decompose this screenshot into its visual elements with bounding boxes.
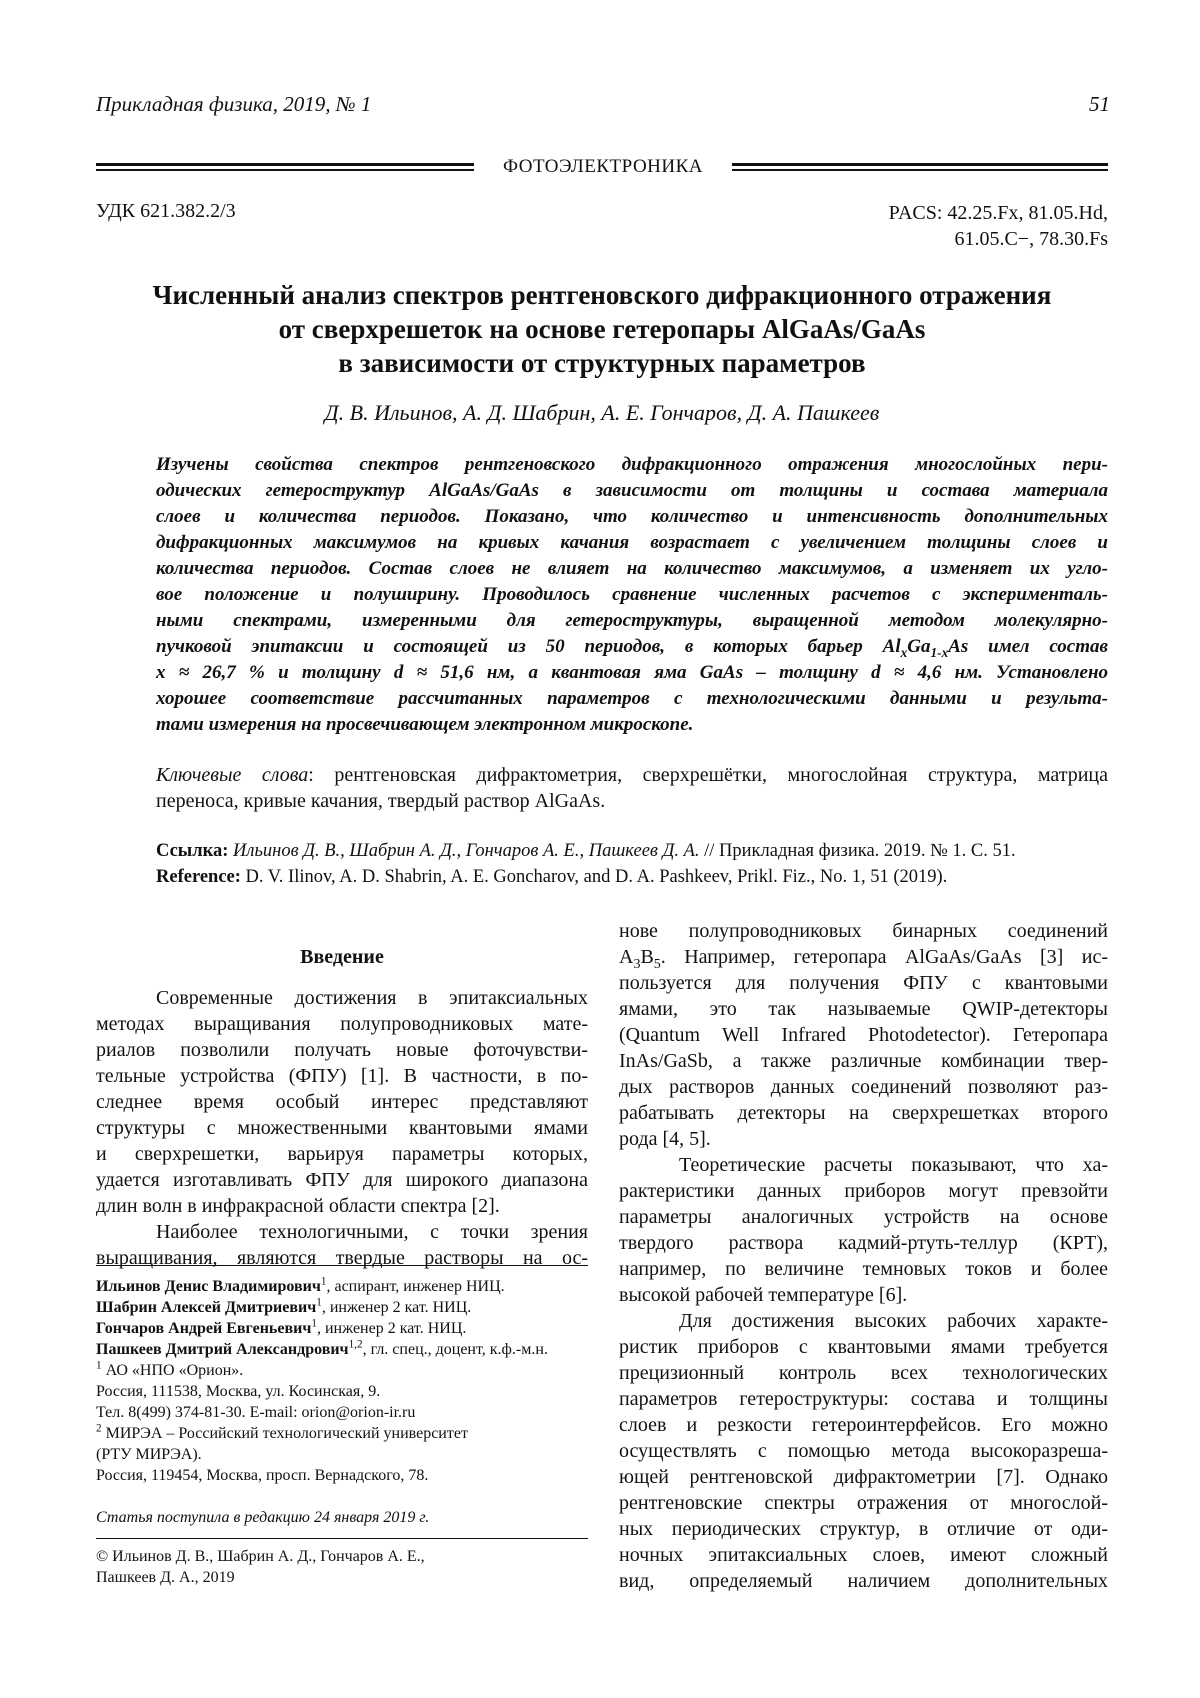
abstract-line: вое положение и полуширину. Проводилось сравнение численных расчетов с эксперименталь- — [156, 582, 1108, 608]
copyright-line-1: © Ильинов Д. В., Шабрин А. Д., Гончаров А. Е., — [96, 1546, 588, 1567]
keywords — [156, 762, 1108, 814]
paragraph-line: параметров гетероструктуры: состава и толщины — [619, 1386, 1108, 1412]
paragraph-line: прецизионный контроль всех технологических — [619, 1360, 1108, 1386]
subscript: 5 — [654, 957, 661, 972]
paragraph-line: удается изготавливать ФПУ для широкого диапазона — [96, 1167, 588, 1193]
abstract-line — [156, 634, 1108, 660]
paragraph-line: например, по величине темновых токов и более — [619, 1256, 1108, 1282]
subscript: 1-x — [931, 645, 949, 660]
paragraph-line: рентгеновские спектры отражения от многослой- — [619, 1490, 1108, 1516]
paragraph-line: Наиболее технологичными, с точки зрения — [96, 1219, 588, 1245]
citation-ru-source: // Прикладная физика. 2019. № 1. С. 51. — [700, 841, 1016, 861]
affiliation-mark: 1 — [96, 1360, 102, 1372]
abstract-text: пучковой эпитаксии и состоящей из 50 периодов, в которых барьер Al — [156, 636, 901, 657]
paragraph-line: пользуется для получения ФПУ с квантовыми — [619, 970, 1108, 996]
affiliation-mark: 1 — [316, 1297, 322, 1309]
affiliation-name: МИРЭА – Российский технологический университет — [102, 1425, 468, 1442]
copyright-line-2: Пашкеев Д. А., 2019 — [96, 1567, 588, 1588]
section-rule-left-bottom — [96, 169, 474, 171]
keywords-line-2: переноса, кривые качания, твердый раствор AlGaAs. — [156, 788, 1108, 814]
citation-ru-label: Ссылка: — [156, 841, 228, 861]
author-info — [96, 1318, 588, 1339]
subscript: x — [901, 645, 908, 660]
paragraph-line: рактеристики данных приборов могут превзойти — [619, 1178, 1108, 1204]
author-name: Пашкеев Дмитрий Александрович — [96, 1341, 349, 1358]
abstract-line: дифракционных максимумов на кривых качания возрастает с увеличением толщины слоев и — [156, 530, 1108, 556]
author-info — [96, 1276, 588, 1297]
pacs-codes — [889, 200, 1108, 252]
intro-right-column — [619, 918, 1108, 1594]
author-role: , аспирант, инженер НИЦ. — [326, 1278, 504, 1295]
abstract-line: ными спектрами, измеренными для гетероструктуры, выращенной методом молекулярно- — [156, 608, 1108, 634]
author-role: , гл. спец., доцент, к.ф.-м.н. — [363, 1341, 548, 1358]
affiliation-mark: 1,2 — [349, 1339, 363, 1351]
author-role: , инженер 2 кат. НИЦ. — [317, 1320, 466, 1337]
section-rule-right-top — [732, 163, 1108, 166]
keywords-label: Ключевые слова — [156, 764, 308, 786]
abstract-line: Изучены свойства спектров рентгеновского дифракционного отражения многослойных пери- — [156, 452, 1108, 478]
affiliation — [96, 1423, 588, 1444]
copyright — [96, 1546, 588, 1588]
paragraph-line: твердого раствора кадмий-ртуть-теллур (КРТ), — [619, 1230, 1108, 1256]
paragraph-line: структуры с множественными квантовыми ямами — [96, 1115, 588, 1141]
intro-heading: Введение — [96, 944, 588, 970]
article-title — [96, 278, 1108, 380]
citation-block — [156, 838, 1108, 890]
paragraph-line: ющей рентгеновской дифрактометрии [7]. Однако — [619, 1464, 1108, 1490]
paragraph-line: (Quantum Well Infrared Photodetector). Гетеропара — [619, 1022, 1108, 1048]
abstract-line: хорошее соответствие рассчитанных параметров с технологическими данными и результа- — [156, 686, 1108, 712]
paragraph-line: выращивания, являются твердые растворы на ос- — [96, 1245, 588, 1271]
affiliation-address: Россия, 111538, Москва, ул. Косинская, 9. — [96, 1381, 588, 1402]
paragraph-line: нове полупроводниковых бинарных соединений — [619, 918, 1108, 944]
author-name: Гончаров Андрей Евгеньевич — [96, 1320, 311, 1337]
abstract-text: As имел состав — [948, 636, 1108, 657]
section-rule-right-bottom — [732, 169, 1108, 171]
paragraph-line: слоев и резкости гетероинтерфейсов. Его можно — [619, 1412, 1108, 1438]
author-info — [96, 1297, 588, 1318]
affiliation — [96, 1360, 588, 1381]
paragraph-line: высокой рабочей температуре [6]. — [619, 1282, 1108, 1308]
paragraph-line — [619, 944, 1108, 970]
affiliation-mark: 1 — [311, 1318, 317, 1330]
paragraph-line: Для достижения высоких рабочих характе- — [619, 1308, 1108, 1334]
author-list: Д. В. Ильинов, А. Д. Шабрин, А. Е. Гончаров, Д. А. Пашкеев — [96, 400, 1108, 426]
paragraph-line: ночных эпитаксиальных слоев, имеют сложный — [619, 1542, 1108, 1568]
abstract-line: тами измерения на просвечивающем электронном микроскопе. — [156, 712, 1108, 738]
copyright-divider — [96, 1538, 588, 1539]
citation-en — [156, 864, 1108, 890]
paragraph-line: ных периодических структур, в отличие от оди- — [619, 1516, 1108, 1542]
formula-text: B — [640, 946, 653, 968]
paragraph-line: Теоретические расчеты показывают, что ха- — [619, 1152, 1108, 1178]
affiliation-mark: 1 — [321, 1276, 327, 1288]
paragraph-line: и сверхрешетки, варьируя параметры которых, — [96, 1141, 588, 1167]
author-name: Ильинов Денис Владимирович — [96, 1278, 321, 1295]
keywords-line-1 — [156, 762, 1108, 788]
author-footnote — [96, 1276, 588, 1486]
page-number: 51 — [1080, 92, 1110, 117]
author-name: Шабрин Алексей Дмитриевич — [96, 1299, 316, 1316]
section-rule-left-top — [96, 163, 474, 166]
affiliation-short-name: (РТУ МИРЭА). — [96, 1444, 588, 1465]
paragraph-line: дых растворов данных соединений позволяют раз- — [619, 1074, 1108, 1100]
affiliation-address: Россия, 119454, Москва, просп. Вернадского, 78. — [96, 1465, 588, 1486]
paragraph-line: рода [4, 5]. — [619, 1126, 1108, 1152]
section-heading: ФОТОЭЛЕКТРОНИКА — [478, 156, 728, 178]
paragraph-line: следнее время особый интерес представляют — [96, 1089, 588, 1115]
affiliation-mark: 2 — [96, 1423, 102, 1435]
paragraph-line: параметры аналогичных устройств на основе — [619, 1204, 1108, 1230]
citation-ru-authors: Ильинов Д. В., Шабрин А. Д., Гончаров А. Е., Пашкеев Д. А. — [233, 841, 699, 861]
abstract-line: x ≈ 26,7 % и толщину d ≈ 51,6 нм, а квантовая яма GaAs – толщину d ≈ 4,6 нм. Установлено — [156, 660, 1108, 686]
pacs-line-1: PACS: 42.25.Fx, 81.05.Hd, — [889, 200, 1108, 226]
author-role: , инженер 2 кат. НИЦ. — [322, 1299, 471, 1316]
article-page — [0, 0, 1200, 1698]
abstract — [156, 452, 1108, 738]
abstract-line: одических гетероструктур AlGaAs/GaAs в зависимости от толщины и состава материала — [156, 478, 1108, 504]
author-info — [96, 1339, 588, 1360]
paragraph-line: ямами, это так называемые QWIP-детекторы — [619, 996, 1108, 1022]
abstract-text: Ga — [907, 636, 930, 657]
subscript: 3 — [633, 957, 640, 972]
citation-ru — [156, 838, 1108, 864]
paragraph-line: осуществлять с помощью метода высокоразреша- — [619, 1438, 1108, 1464]
udc-code: УДК 621.382.2/3 — [96, 200, 236, 223]
citation-en-label: Reference: — [156, 867, 241, 887]
received-date: Статья поступила в редакцию 24 января 2019 г. — [96, 1509, 588, 1527]
abstract-line: количества периодов. Состав слоев не влияет на количество максимумов, а изменяет их угло- — [156, 556, 1108, 582]
affiliation-name: АО «НПО «Орион». — [102, 1362, 244, 1379]
title-line-1: Численный анализ спектров рентгеновского дифракционного отражения — [96, 278, 1108, 312]
paragraph-line: вид, определяемый наличием дополнительных — [619, 1568, 1108, 1594]
paragraph-line: ристик приборов с квантовыми ямами требуется — [619, 1334, 1108, 1360]
title-line-3: в зависимости от структурных параметров — [96, 346, 1108, 380]
paragraph-line: Современные достижения в эпитаксиальных — [96, 985, 588, 1011]
paragraph-line: методах выращивания полупроводниковых мате- — [96, 1011, 588, 1037]
paragraph-line: тельные устройства (ФПУ) [1]. В частности, в по- — [96, 1063, 588, 1089]
paragraph-line: рабатывать детекторы на сверхрешетках второго — [619, 1100, 1108, 1126]
affiliation-contact: Тел. 8(499) 374-81-30. E-mail: orion@orion-ir.ru — [96, 1402, 588, 1423]
intro-left-column — [96, 944, 588, 1271]
keywords-text: : рентгеновская дифрактометрия, сверхрешётки, многослойная структура, матрица — [308, 764, 1108, 786]
paragraph-line: риалов позволили получать новые фоточувстви- — [96, 1037, 588, 1063]
paragraph-text: . Например, гетеропара AlGaAs/GaAs [3] ис- — [661, 946, 1108, 968]
abstract-line: слоев и количества периодов. Показано, что количество и интенсивность дополнительных — [156, 504, 1108, 530]
pacs-line-2: 61.05.C−, 78.30.Fs — [889, 226, 1108, 252]
paragraph-line: длин волн в инфракрасной области спектра [2]. — [96, 1193, 588, 1219]
title-line-2: от сверхрешеток на основе гетеропары AlGaAs/GaAs — [96, 312, 1108, 346]
journal-name: Прикладная физика, 2019, № 1 — [96, 92, 371, 117]
citation-en-text: D. V. Ilinov, A. D. Shabrin, A. E. Goncharov, and D. A. Pashkeev, Prikl. Fiz., No. 1, 51 (2019). — [241, 867, 947, 887]
paragraph-line: InAs/GaSb, а также различные комбинации твер- — [619, 1048, 1108, 1074]
footnote-divider — [96, 1265, 588, 1266]
formula-text: A — [619, 946, 633, 968]
